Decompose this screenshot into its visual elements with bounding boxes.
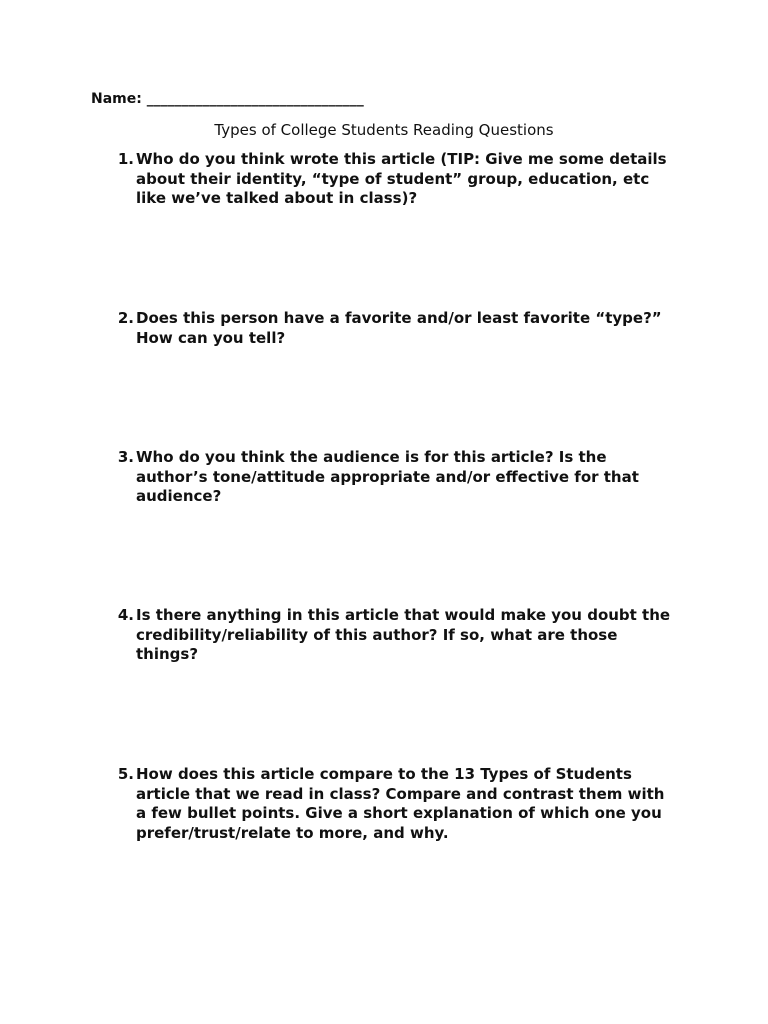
question-number: 3.	[117, 448, 134, 466]
question-number: 2.	[117, 309, 134, 327]
question-line: things?	[136, 645, 199, 663]
page-title: Types of College Students Reading Questions	[214, 121, 554, 139]
question-line: Who do you think the audience is for this article? Is the	[136, 448, 607, 466]
question-line: How can you tell?	[136, 328, 286, 347]
question-line: Does this person have a favorite and/or least favorite “type?”	[136, 309, 662, 327]
question-line: How does this article compare to the 13 Types of Students	[136, 765, 632, 783]
question-number: 5.	[117, 765, 134, 783]
question-text	[136, 606, 681, 665]
question-line: a few bullet points. Give a short explanation of which one you	[136, 804, 662, 822]
question-number: 4.	[117, 606, 134, 624]
question-line: credibility/reliability of this author? If so, what are those	[136, 625, 618, 644]
question-line: Is there anything in this article that would make you doubt the	[136, 606, 671, 624]
question-line: like we’ve talked about in class)?	[136, 189, 418, 207]
question-line: article that we read in class? Compare and contrast them with	[136, 784, 665, 803]
question-text	[136, 448, 681, 507]
question-line: author’s tone/attitude appropriate and/or effective for that	[136, 467, 639, 486]
question-line: audience?	[136, 487, 222, 505]
question-text	[136, 765, 681, 843]
question-line: prefer/trust/relate to more, and why.	[136, 823, 449, 842]
question-line: about their identity, “type of student” group, education, etc	[136, 169, 650, 188]
question-text	[136, 309, 681, 348]
question-number: 1.	[117, 150, 134, 168]
question-line: Who do you think wrote this article (TIP: Give me some details	[136, 150, 667, 168]
question-text	[136, 150, 681, 209]
name-field-line: Name: _______________________________	[91, 91, 364, 107]
